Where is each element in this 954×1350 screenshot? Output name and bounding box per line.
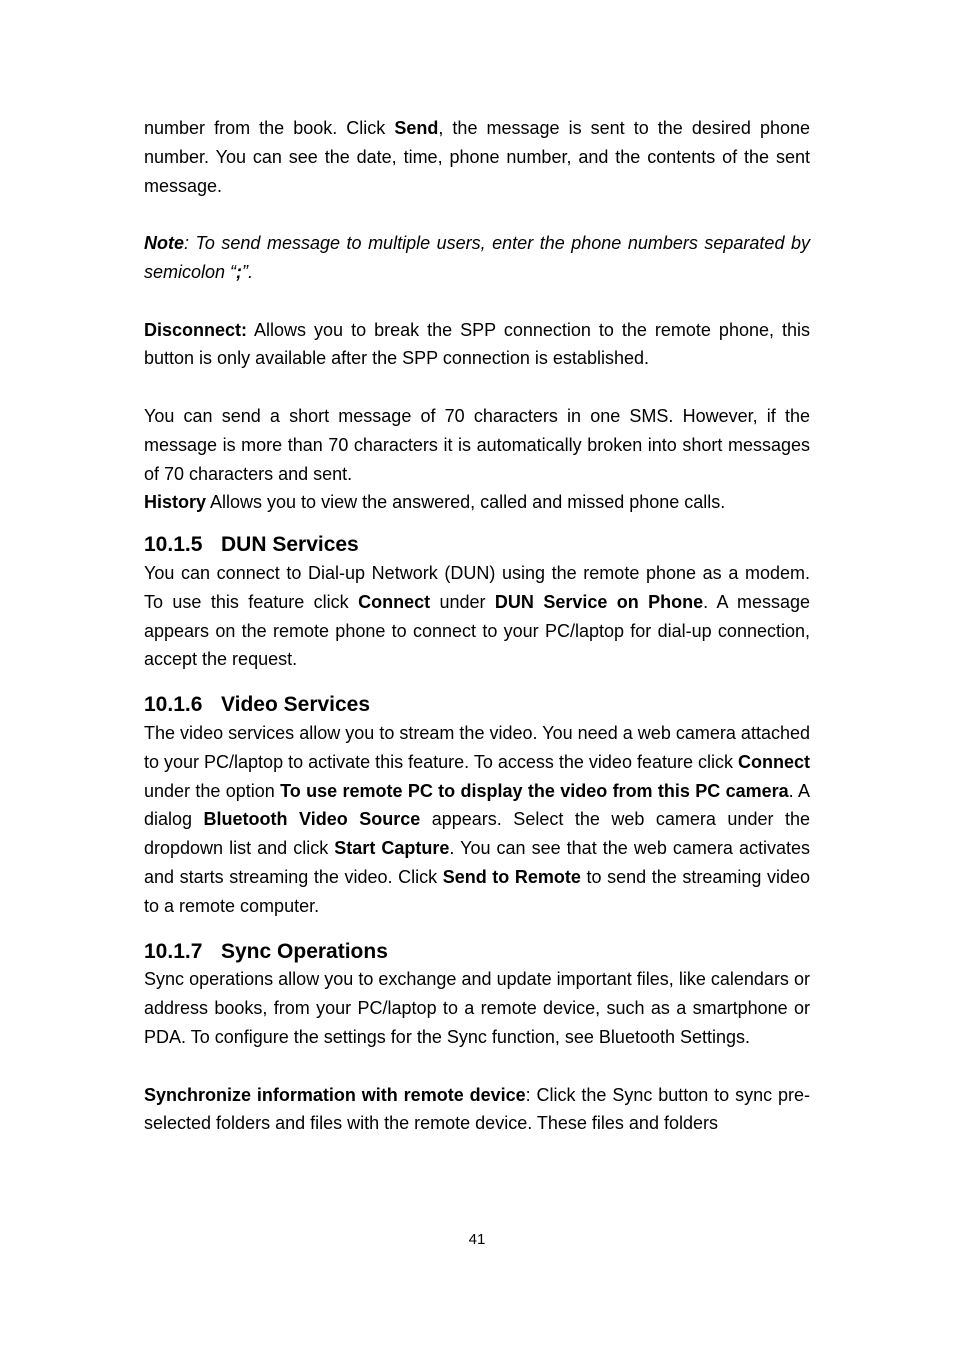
bold-term: Bluetooth Video Source bbox=[203, 809, 421, 830]
note-text: : To send message to multiple users, enter the phone numbers separated by semicolon “ bbox=[144, 233, 810, 282]
synchronize-text: : Click the Sync button to sync pre-selected folders and files with the remote device. These files and folders bbox=[144, 1084, 810, 1134]
section-heading-sync bbox=[144, 937, 810, 966]
text: . You can see that the web camera activates and starts streaming the video. Click bbox=[144, 838, 810, 887]
bold-term: DUN Service on Phone bbox=[494, 591, 704, 612]
document-page bbox=[144, 114, 810, 1138]
section-number: 10.1.7 bbox=[144, 939, 203, 963]
bold-term: Start Capture bbox=[334, 838, 450, 859]
video-paragraph bbox=[144, 719, 810, 921]
bold-term: Connect bbox=[358, 591, 431, 612]
bold-term: Send bbox=[394, 118, 439, 138]
text: under bbox=[430, 591, 495, 612]
section-heading-dun bbox=[144, 530, 810, 559]
section-title: Sync Operations bbox=[221, 939, 388, 963]
sync-paragraph: Sync operations allow you to exchange and update important files, like calendars or address books, from your PC/laptop to a remote device, such as a smartphone or PDA. To configure the settings for the Sync function, see Bluetooth Settings. bbox=[144, 969, 810, 1047]
text: , the message is sent to the desired phone number. You can see the date, time, phone number, and the contents of the sent message. bbox=[144, 118, 811, 196]
history-label: History bbox=[144, 492, 207, 513]
text: to send the streaming video to a remote computer. bbox=[144, 866, 810, 916]
page-number: 41 bbox=[468, 1231, 486, 1248]
section-title: DUN Services bbox=[221, 533, 359, 557]
text: . A message appears on the remote phone to connect to your PC/laptop for dial-up connection, accept the request. bbox=[144, 591, 811, 670]
text: . A dialog bbox=[144, 780, 810, 830]
note-label: Note bbox=[144, 233, 184, 254]
bold-term: Connect bbox=[738, 751, 810, 772]
section-heading-video bbox=[144, 690, 810, 719]
semicolon-symbol: ; bbox=[236, 261, 243, 282]
synchronize-label: Synchronize information with remote device bbox=[144, 1084, 526, 1105]
text: number from the book. Click bbox=[144, 118, 395, 138]
dun-paragraph bbox=[144, 559, 810, 674]
synchronize-paragraph bbox=[144, 1081, 810, 1139]
bold-term: To use remote PC to display the video from this PC camera bbox=[280, 780, 789, 801]
disconnect-label: Disconnect: bbox=[144, 319, 248, 340]
section-number: 10.1.6 bbox=[144, 693, 203, 717]
bold-term: Send to Remote bbox=[442, 866, 581, 887]
section-number: 10.1.5 bbox=[144, 533, 203, 557]
note-paragraph bbox=[144, 229, 810, 287]
text: appears. Select the web camera under the dropdown list and click bbox=[144, 809, 810, 859]
disconnect-paragraph bbox=[144, 316, 810, 374]
section-title: Video Services bbox=[221, 693, 371, 717]
history-paragraph bbox=[144, 488, 810, 517]
paragraph-send bbox=[144, 114, 810, 200]
text: under the option bbox=[144, 780, 281, 801]
history-text: Allows you to view the answered, called and missed phone calls. bbox=[206, 492, 726, 513]
sms-paragraph: You can send a short message of 70 characters in one SMS. However, if the message is more than 70 characters it is automatically broken into short messages of 70 characters and sent. bbox=[144, 405, 810, 484]
disconnect-text: Allows you to break the SPP connection to the remote phone, this button is only available after the SPP connection is established. bbox=[144, 319, 810, 369]
text: You can connect to Dial-up Network (DUN) using the remote phone as a modem. To use this feature click bbox=[144, 562, 810, 612]
note-end: ”. bbox=[242, 261, 254, 282]
text: The video services allow you to stream the video. You need a web camera attached to your PC/laptop to activate this feature. To access the video feature click bbox=[144, 722, 810, 772]
